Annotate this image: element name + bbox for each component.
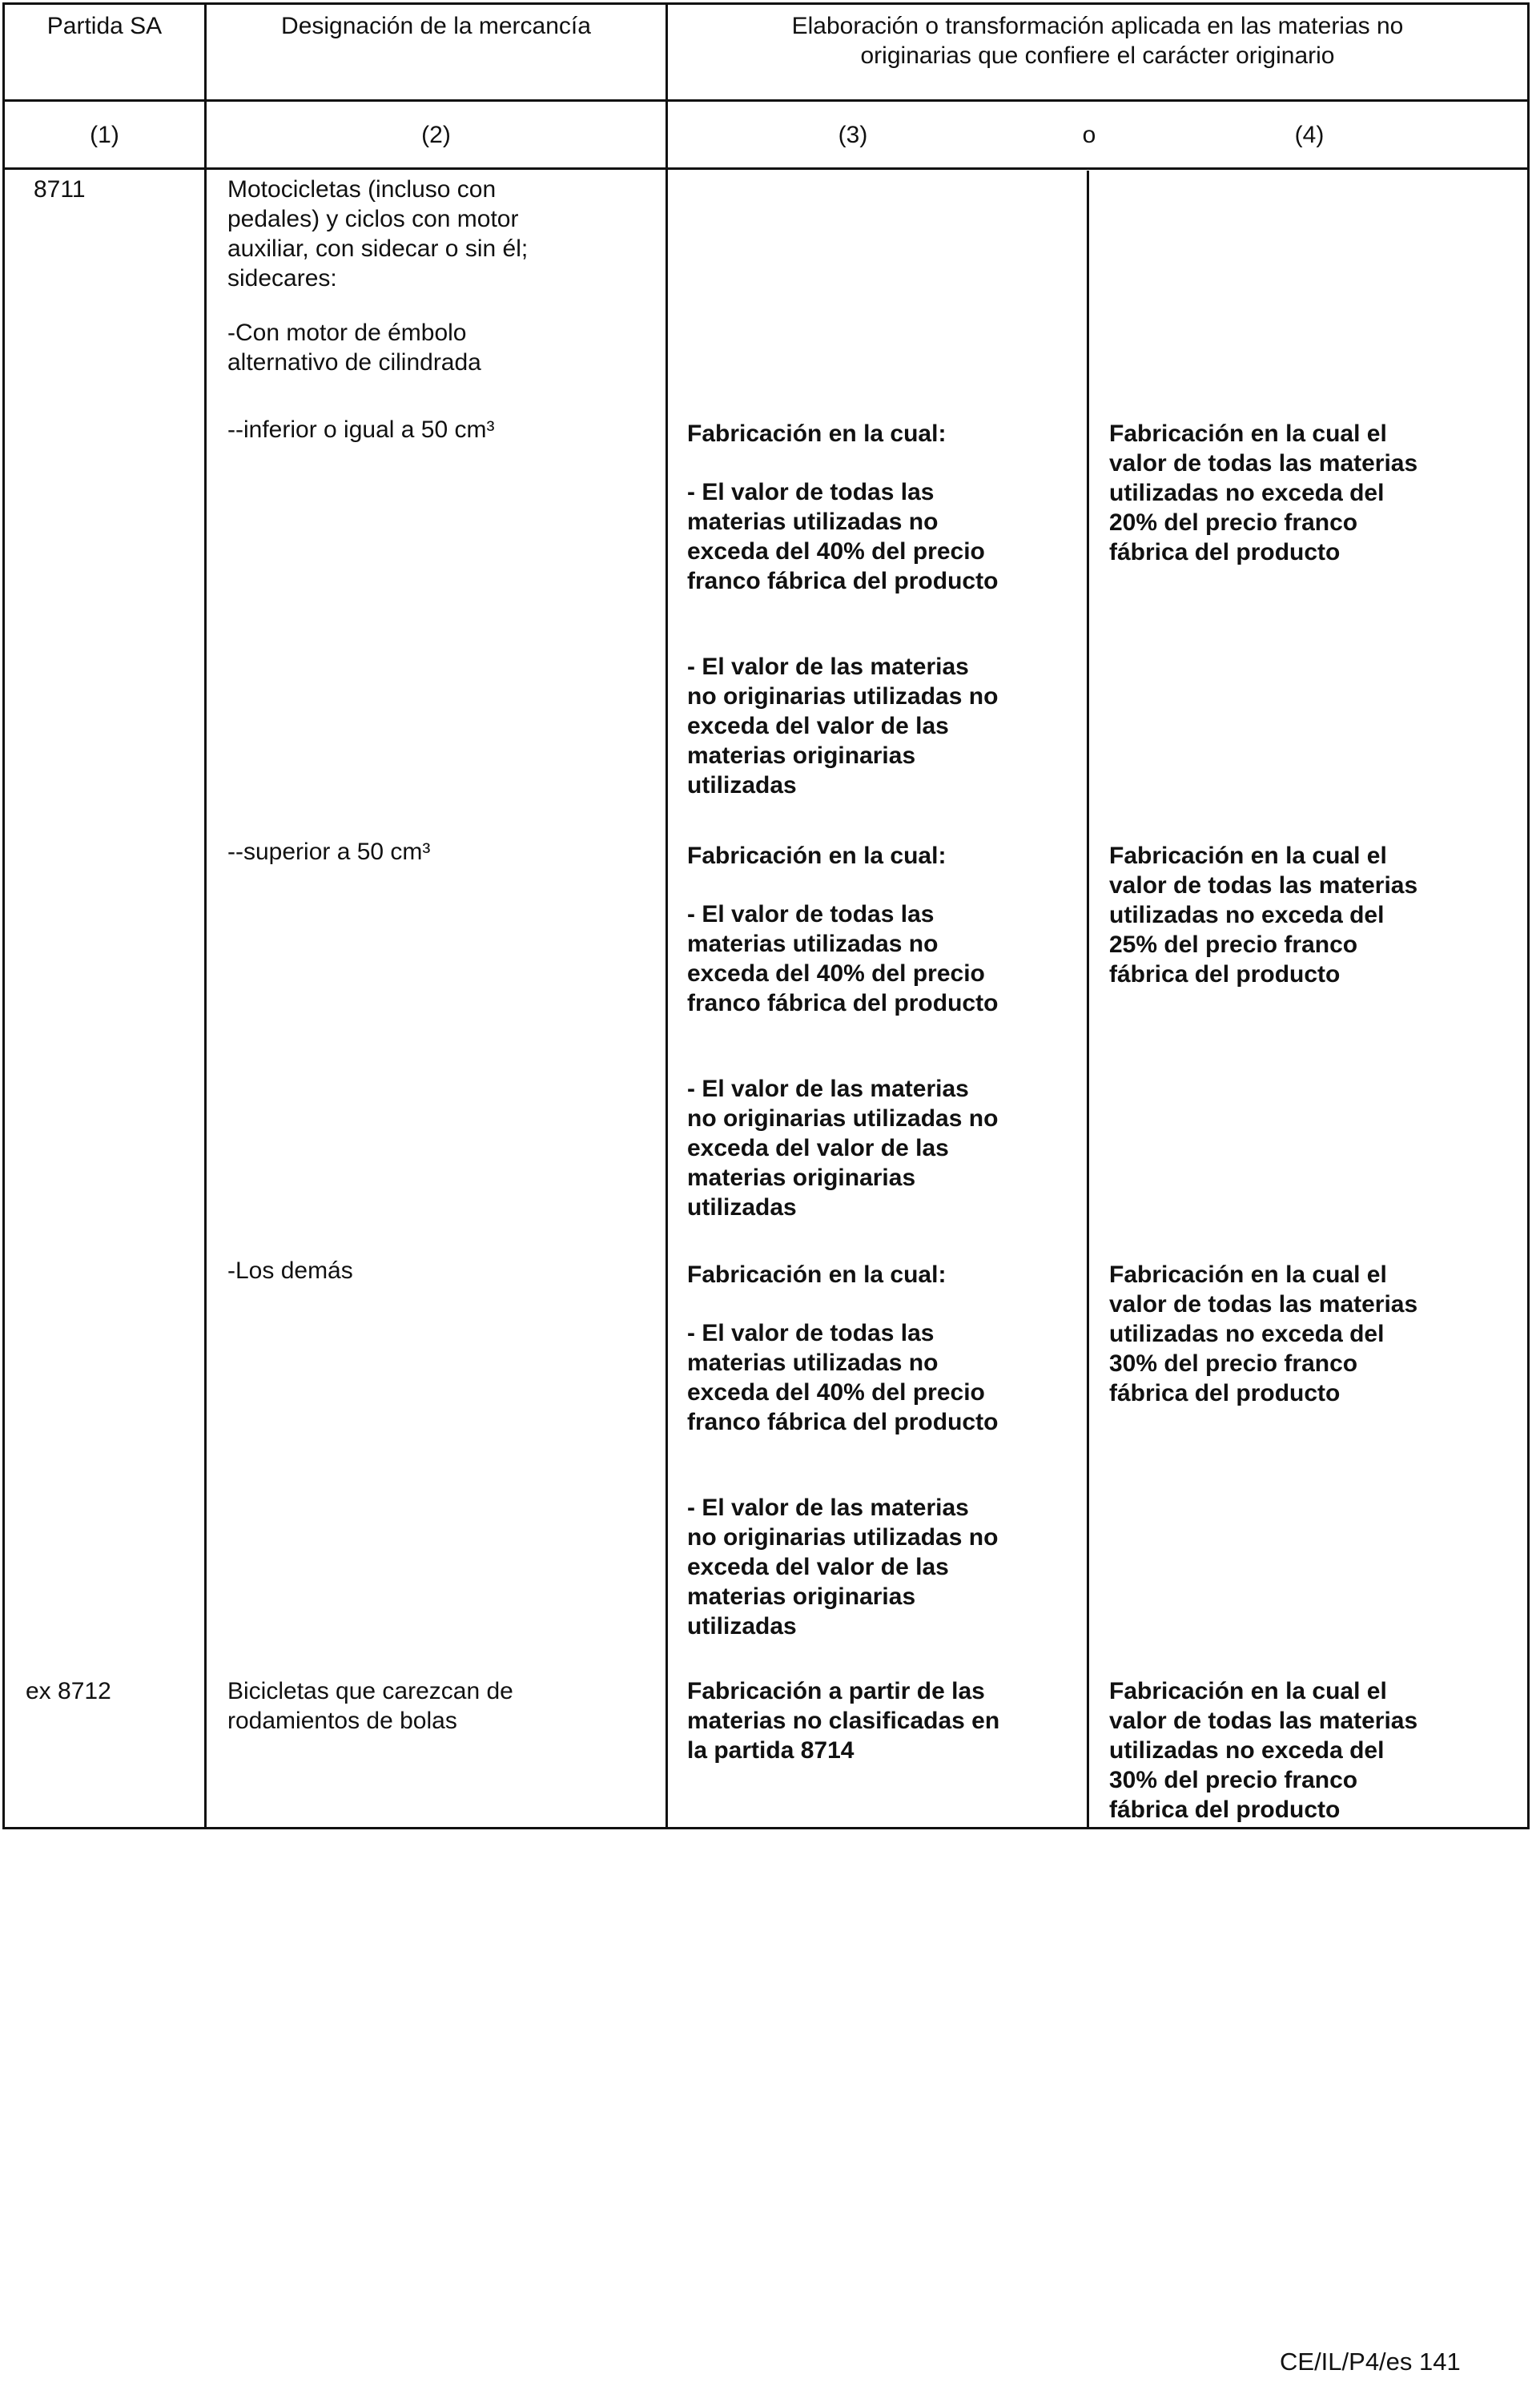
row-8712-col3: Fabricación a partir de las materias no clasificadas en la partida 8714: [687, 1678, 1000, 1764]
table-border-bottom: [2, 1827, 1530, 1829]
row-8711-description: Motocicletas (incluso con pedales) y ciclos con motor auxiliar, con sidecar o sin él; sidecares:: [227, 176, 529, 292]
column-number-4: (4): [1294, 122, 1325, 148]
row-gt50-label: --superior a 50 cm³: [227, 839, 431, 865]
row-other-col3-condition-b: - El valor de las materias no originarias utilizadas no exceda del valor de las materias originarias utilizadas: [687, 1495, 999, 1640]
row-le50-label: --inferior o igual a 50 cm³: [227, 416, 495, 443]
row-le50-col4: Fabricación en la cual el valor de todas las materias utilizadas no exceda del 20% del precio franco fábrica del producto: [1109, 420, 1418, 565]
column-divider-1: [204, 2, 207, 1829]
row-gt50-col3-condition-a: - El valor de todas las materias utilizadas no exceda del 40% del precio franco fábrica del producto: [687, 901, 999, 1016]
column-number-1: (1): [90, 122, 119, 148]
header-rule: [2, 99, 1530, 102]
column-or-label: o: [1082, 122, 1096, 148]
row-8712-code: ex 8712: [26, 1678, 111, 1704]
row-gt50-col4: Fabricación en la cual el valor de todas las materias utilizadas no exceda del 25% del precio franco fábrica del producto: [1109, 843, 1418, 988]
page-reference: CE/IL/P4/es 141: [1280, 2348, 1461, 2376]
header-partida-sa: Partida SA: [46, 13, 163, 39]
column-divider-2: [665, 2, 668, 1829]
column-number-rule: [2, 167, 1530, 170]
row-other-label: -Los demás: [227, 1257, 353, 1284]
row-le50-col3-condition-a: - El valor de todas las materias utilizadas no exceda del 40% del precio franco fábrica del producto: [687, 479, 999, 594]
column-number-3: (3): [838, 122, 868, 148]
row-other-col3-condition-a: - El valor de todas las materias utilizadas no exceda del 40% del precio franco fábrica del producto: [687, 1320, 999, 1435]
table-border-top: [2, 2, 1530, 5]
header-designacion: Designación de la mercancía: [281, 13, 591, 39]
row-le50-col3-condition-b: - El valor de las materias no originarias utilizadas no exceda del valor de las materias originarias utilizadas: [687, 654, 999, 799]
row-8711-engine-subheading: -Con motor de émbolo alternativo de cilindrada: [227, 320, 481, 376]
row-8712-description: Bicicletas que carezcan de rodamientos de bolas: [227, 1678, 513, 1734]
row-other-col4: Fabricación en la cual el valor de todas las materias utilizadas no exceda del 30% del precio franco fábrica del producto: [1109, 1261, 1418, 1406]
table-border-left: [2, 2, 5, 1829]
row-other-col3-intro: Fabricación en la cual:: [687, 1261, 947, 1288]
row-gt50-col3-condition-b: - El valor de las materias no originarias utilizadas no exceda del valor de las materias originarias utilizadas: [687, 1076, 999, 1221]
header-elaboracion: Elaboración o transformación aplicada en las materias no originarias que confiere el carácter originario: [791, 13, 1404, 69]
row-8711-code: 8711: [34, 176, 86, 203]
row-le50-col3-intro: Fabricación en la cual:: [687, 420, 947, 447]
row-gt50-col3-intro: Fabricación en la cual:: [687, 843, 947, 869]
column-divider-3: [1087, 171, 1089, 1829]
column-number-2: (2): [421, 122, 451, 148]
row-8712-col4: Fabricación en la cual el valor de todas las materias utilizadas no exceda del 30% del precio franco fábrica del producto: [1109, 1678, 1418, 1823]
table-border-right: [1527, 2, 1530, 1829]
